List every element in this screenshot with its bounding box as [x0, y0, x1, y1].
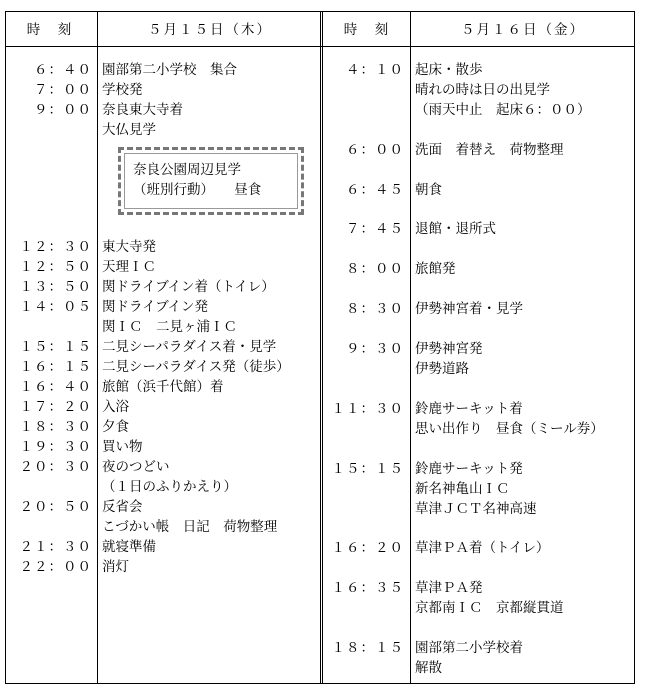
- day1-time-11: １６：１５: [19, 359, 92, 375]
- day1-time-6: １２：５０: [19, 259, 92, 275]
- day1-event-10: 二見シーパラダイス着・見学: [102, 339, 277, 355]
- group-activity-line2: （班別行動） 昼食: [133, 182, 262, 198]
- day1-time-2: ７：００: [34, 82, 92, 98]
- day2-event-2: 晴れの時は日の出見学: [415, 82, 550, 98]
- day1-event-11: 二見シーパラダイス発（徒歩）: [102, 359, 290, 375]
- day1-time-15: １９：３０: [19, 439, 92, 455]
- day2-event-14: 新名神亀山ＩＣ: [415, 481, 510, 497]
- day2-time-6: ７：４５: [346, 221, 404, 237]
- day1-event-6: 天理ＩＣ: [102, 259, 156, 275]
- day2-event-7: 旅館発: [415, 261, 456, 277]
- day1-event-13: 入浴: [102, 399, 129, 415]
- divider-time-left: [97, 12, 98, 683]
- day2-time-19: １８：１５: [331, 640, 404, 656]
- day1-event-14: 夕食: [102, 419, 129, 435]
- day2-time-17: １６：３５: [331, 580, 404, 596]
- day2-event-10: 伊勢道路: [415, 361, 469, 377]
- day2-time-16: １６：２０: [331, 540, 404, 556]
- day1-event-16: 夜のつどい: [102, 459, 170, 475]
- day2-event-20: 解散: [415, 660, 442, 676]
- day1-event-17: （１日のふりかえり）: [102, 479, 237, 495]
- day1-event-20: 就寝準備: [102, 539, 156, 555]
- day1-time-7: １３：５０: [19, 279, 92, 295]
- day2-time-5: ６：４５: [346, 182, 404, 198]
- day2-time-7: ８：００: [346, 261, 404, 277]
- day1-time-21: ２２：００: [19, 559, 92, 575]
- day1-event-7: 関ドライブイン着（トイレ）: [102, 279, 275, 295]
- day1-time-8: １４：０５: [19, 299, 92, 315]
- day2-event-19: 園部第二小学校着: [415, 640, 523, 656]
- day1-event-19: こづかい帳 日記 荷物整理: [102, 519, 278, 535]
- header-time-right: 時 刻: [343, 22, 391, 38]
- day2-time-4: ６：００: [346, 142, 404, 158]
- day2-event-5: 朝食: [415, 182, 442, 198]
- header-time-left: 時 刻: [26, 22, 74, 38]
- day1-event-2: 学校発: [102, 82, 143, 98]
- day2-event-18: 京都南ＩＣ 京都縦貫道: [415, 600, 564, 616]
- schedule-table: [5, 11, 635, 684]
- day2-time-11: １１：３０: [331, 401, 404, 417]
- day2-event-9: 伊勢神宮発: [415, 341, 483, 357]
- day2-event-15: 草津ＪＣＴ名神高速: [415, 501, 537, 517]
- day1-event-15: 買い物: [102, 439, 143, 455]
- day1-event-1: 園部第二小学校 集合: [102, 62, 237, 78]
- day1-event-3: 奈良東大寺着: [102, 102, 183, 118]
- day2-event-12: 思い出作り 昼食（ミール券）: [415, 421, 604, 437]
- day1-event-5: 東大寺発: [102, 239, 156, 255]
- day1-event-4: 大仏見学: [102, 122, 156, 138]
- divider-time-right: [410, 12, 411, 683]
- day2-event-4: 洗面 着替え 荷物整理: [415, 142, 564, 158]
- day1-time-18: ２０：５０: [19, 499, 92, 515]
- day2-event-1: 起床・散歩: [415, 62, 483, 78]
- day2-event-16: 草津ＰＡ着（トイレ）: [415, 540, 550, 556]
- day2-time-1: ４：１０: [346, 62, 404, 78]
- divider-days: [320, 12, 323, 683]
- day1-event-9: 関ＩＣ 二見ヶ浦ＩＣ: [102, 319, 237, 335]
- day1-time-1: ６：４０: [34, 62, 92, 78]
- day1-time-20: ２１：３０: [19, 539, 92, 555]
- day1-time-14: １８：３０: [19, 419, 92, 435]
- day2-event-3: （雨天中止 起床６：００）: [415, 102, 591, 118]
- header-day2: ５月１６日（金）: [461, 22, 585, 38]
- day2-event-8: 伊勢神宮着・見学: [415, 301, 523, 317]
- day2-time-9: ９：３０: [346, 341, 404, 357]
- day1-time-16: ２０：３０: [19, 459, 92, 475]
- day1-event-8: 関ドライブイン発: [102, 299, 208, 315]
- day2-time-13: １５：１５: [331, 461, 404, 477]
- day1-event-21: 消灯: [102, 559, 129, 575]
- day1-time-5: １２：３０: [19, 239, 92, 255]
- group-activity-box: [118, 147, 304, 215]
- day2-event-6: 退館・退所式: [415, 221, 496, 237]
- day2-event-11: 鈴鹿サーキット着: [415, 401, 523, 417]
- day1-time-13: １７：２０: [19, 399, 92, 415]
- day1-event-18: 反省会: [102, 499, 143, 515]
- day2-time-8: ８：３０: [346, 301, 404, 317]
- day1-time-3: ９：００: [34, 102, 92, 118]
- day2-event-13: 鈴鹿サーキット発: [415, 461, 523, 477]
- header-day1: ５月１５日（木）: [148, 22, 272, 38]
- group-activity-line1: 奈良公園周辺見学: [133, 162, 241, 178]
- day1-time-10: １５：１５: [19, 339, 92, 355]
- day2-event-17: 草津ＰＡ発: [415, 580, 483, 596]
- day1-time-12: １６：４０: [19, 379, 92, 395]
- day1-event-12: 旅館（浜千代館）着: [102, 379, 224, 395]
